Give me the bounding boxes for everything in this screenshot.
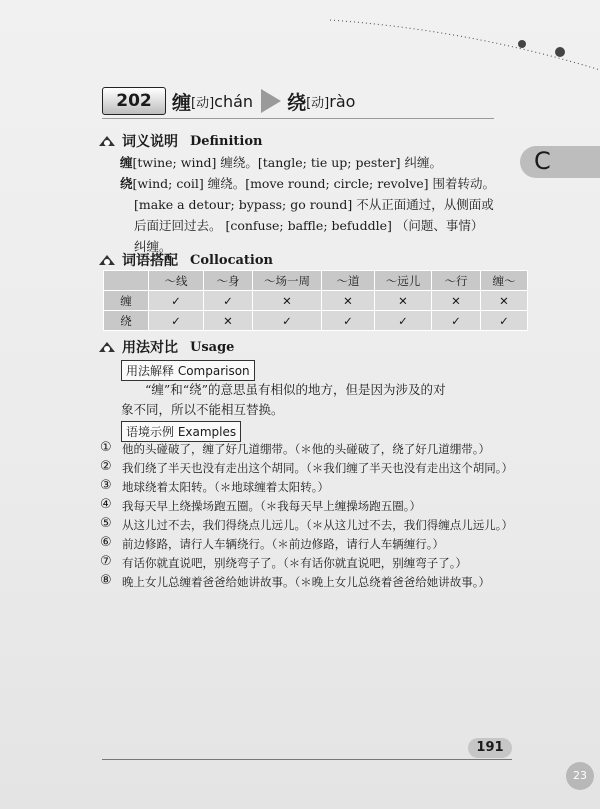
comparison-text: “缠”和“绕”的意思虽有相似的地方，但是因为涉及的对 象不同，所以不能相互替换。 bbox=[121, 382, 446, 417]
list-item: ⑥ 前边修路，请行人车辆绕行。（＊前边修路，请行人车辆缠行。） bbox=[100, 535, 444, 551]
footer-divider bbox=[102, 759, 512, 760]
table-row: 缠 ✓ ✓ ✕ ✕ ✕ ✕ ✕ bbox=[104, 291, 528, 311]
headword-1-pinyin: chán bbox=[214, 91, 254, 111]
bullet-eye-icon bbox=[98, 253, 116, 267]
comparison-label: 用法解释 Comparison bbox=[121, 360, 255, 381]
table-row: 绕 ✓ ✕ ✓ ✓ ✓ ✓ ✓ bbox=[104, 311, 528, 331]
list-item: ④ 我每天早上绕操场跑五圈。（＊我每天早上缠操场跑五圈。） bbox=[100, 497, 421, 513]
headword-1-pos: [动] bbox=[191, 95, 215, 111]
list-item: ③ 地球绕着太阳转。（＊地球缠着太阳转。） bbox=[100, 478, 329, 494]
examples-list bbox=[100, 440, 512, 592]
bullet-eye-icon bbox=[98, 340, 116, 354]
entry-header bbox=[102, 86, 355, 116]
collocation-table bbox=[103, 270, 528, 331]
definition-heading: 词义说明 Definition bbox=[98, 131, 262, 151]
section-tab: C bbox=[520, 146, 600, 178]
list-item: ⑧ 晚上女儿总缠着爸爸给她讲故事。（＊晚上女儿总绕着爸爸给她讲故事。） bbox=[100, 573, 490, 589]
list-item: ① 他的头碰破了，缠了好几道绷带。（＊他的头碰破了，绕了好几道绷带。） bbox=[100, 440, 490, 456]
list-item: ⑤ 从这儿过不去，我们得绕点儿远儿。（＊从这儿过不去，我们得缠点儿远儿。） bbox=[100, 516, 513, 532]
definition-body: 缠[twine; wind] 缠绕。[tangle; tie up; pester] 纠缠。 绕[wind; coil] 缠绕。[move round; circle; revolve] 围着转动。 [make a detour; bypass; go round] 不从正面通过，从侧面或 后面迂回过去。 [confuse; baffle; befuddle] （问题、事情） 纠缠。 bbox=[120, 152, 515, 257]
headword-1: 缠 bbox=[172, 91, 192, 114]
headword-2-pos: [动] bbox=[306, 95, 330, 111]
entry-number: 202 bbox=[102, 87, 166, 115]
definition-line-2: 绕[wind; coil] 缠绕。[move round; circle; revolve] 围着转动。 bbox=[120, 176, 495, 191]
corner-badge: 23 bbox=[566, 762, 594, 790]
list-item: ⑦ 有话你就直说吧，别绕弯子了。（＊有话你就直说吧，别缠弯子了。） bbox=[100, 554, 467, 570]
header-divider bbox=[102, 118, 494, 119]
arrow-icon bbox=[261, 89, 281, 113]
table-header-row: ～线 ～身 ～场一周 ～道 ～远儿 ～行 缠～ bbox=[104, 271, 528, 291]
collocation-heading: 词语搭配 Collocation bbox=[98, 250, 273, 270]
headword-2: 绕 bbox=[287, 91, 307, 114]
bullet-eye-icon bbox=[98, 134, 116, 148]
usage-heading: 用法对比 Usage bbox=[98, 337, 234, 357]
examples-label: 语境示例 Examples bbox=[121, 421, 241, 442]
headword-2-pinyin: rào bbox=[329, 91, 356, 111]
page-number: 191 bbox=[468, 738, 512, 758]
list-item: ② 我们绕了半天也没有走出这个胡同。（＊我们缠了半天也没有走出这个胡同。） bbox=[100, 459, 513, 475]
definition-line-1: 缠[twine; wind] 缠绕。[tangle; tie up; pester] 纠缠。 bbox=[120, 155, 443, 170]
